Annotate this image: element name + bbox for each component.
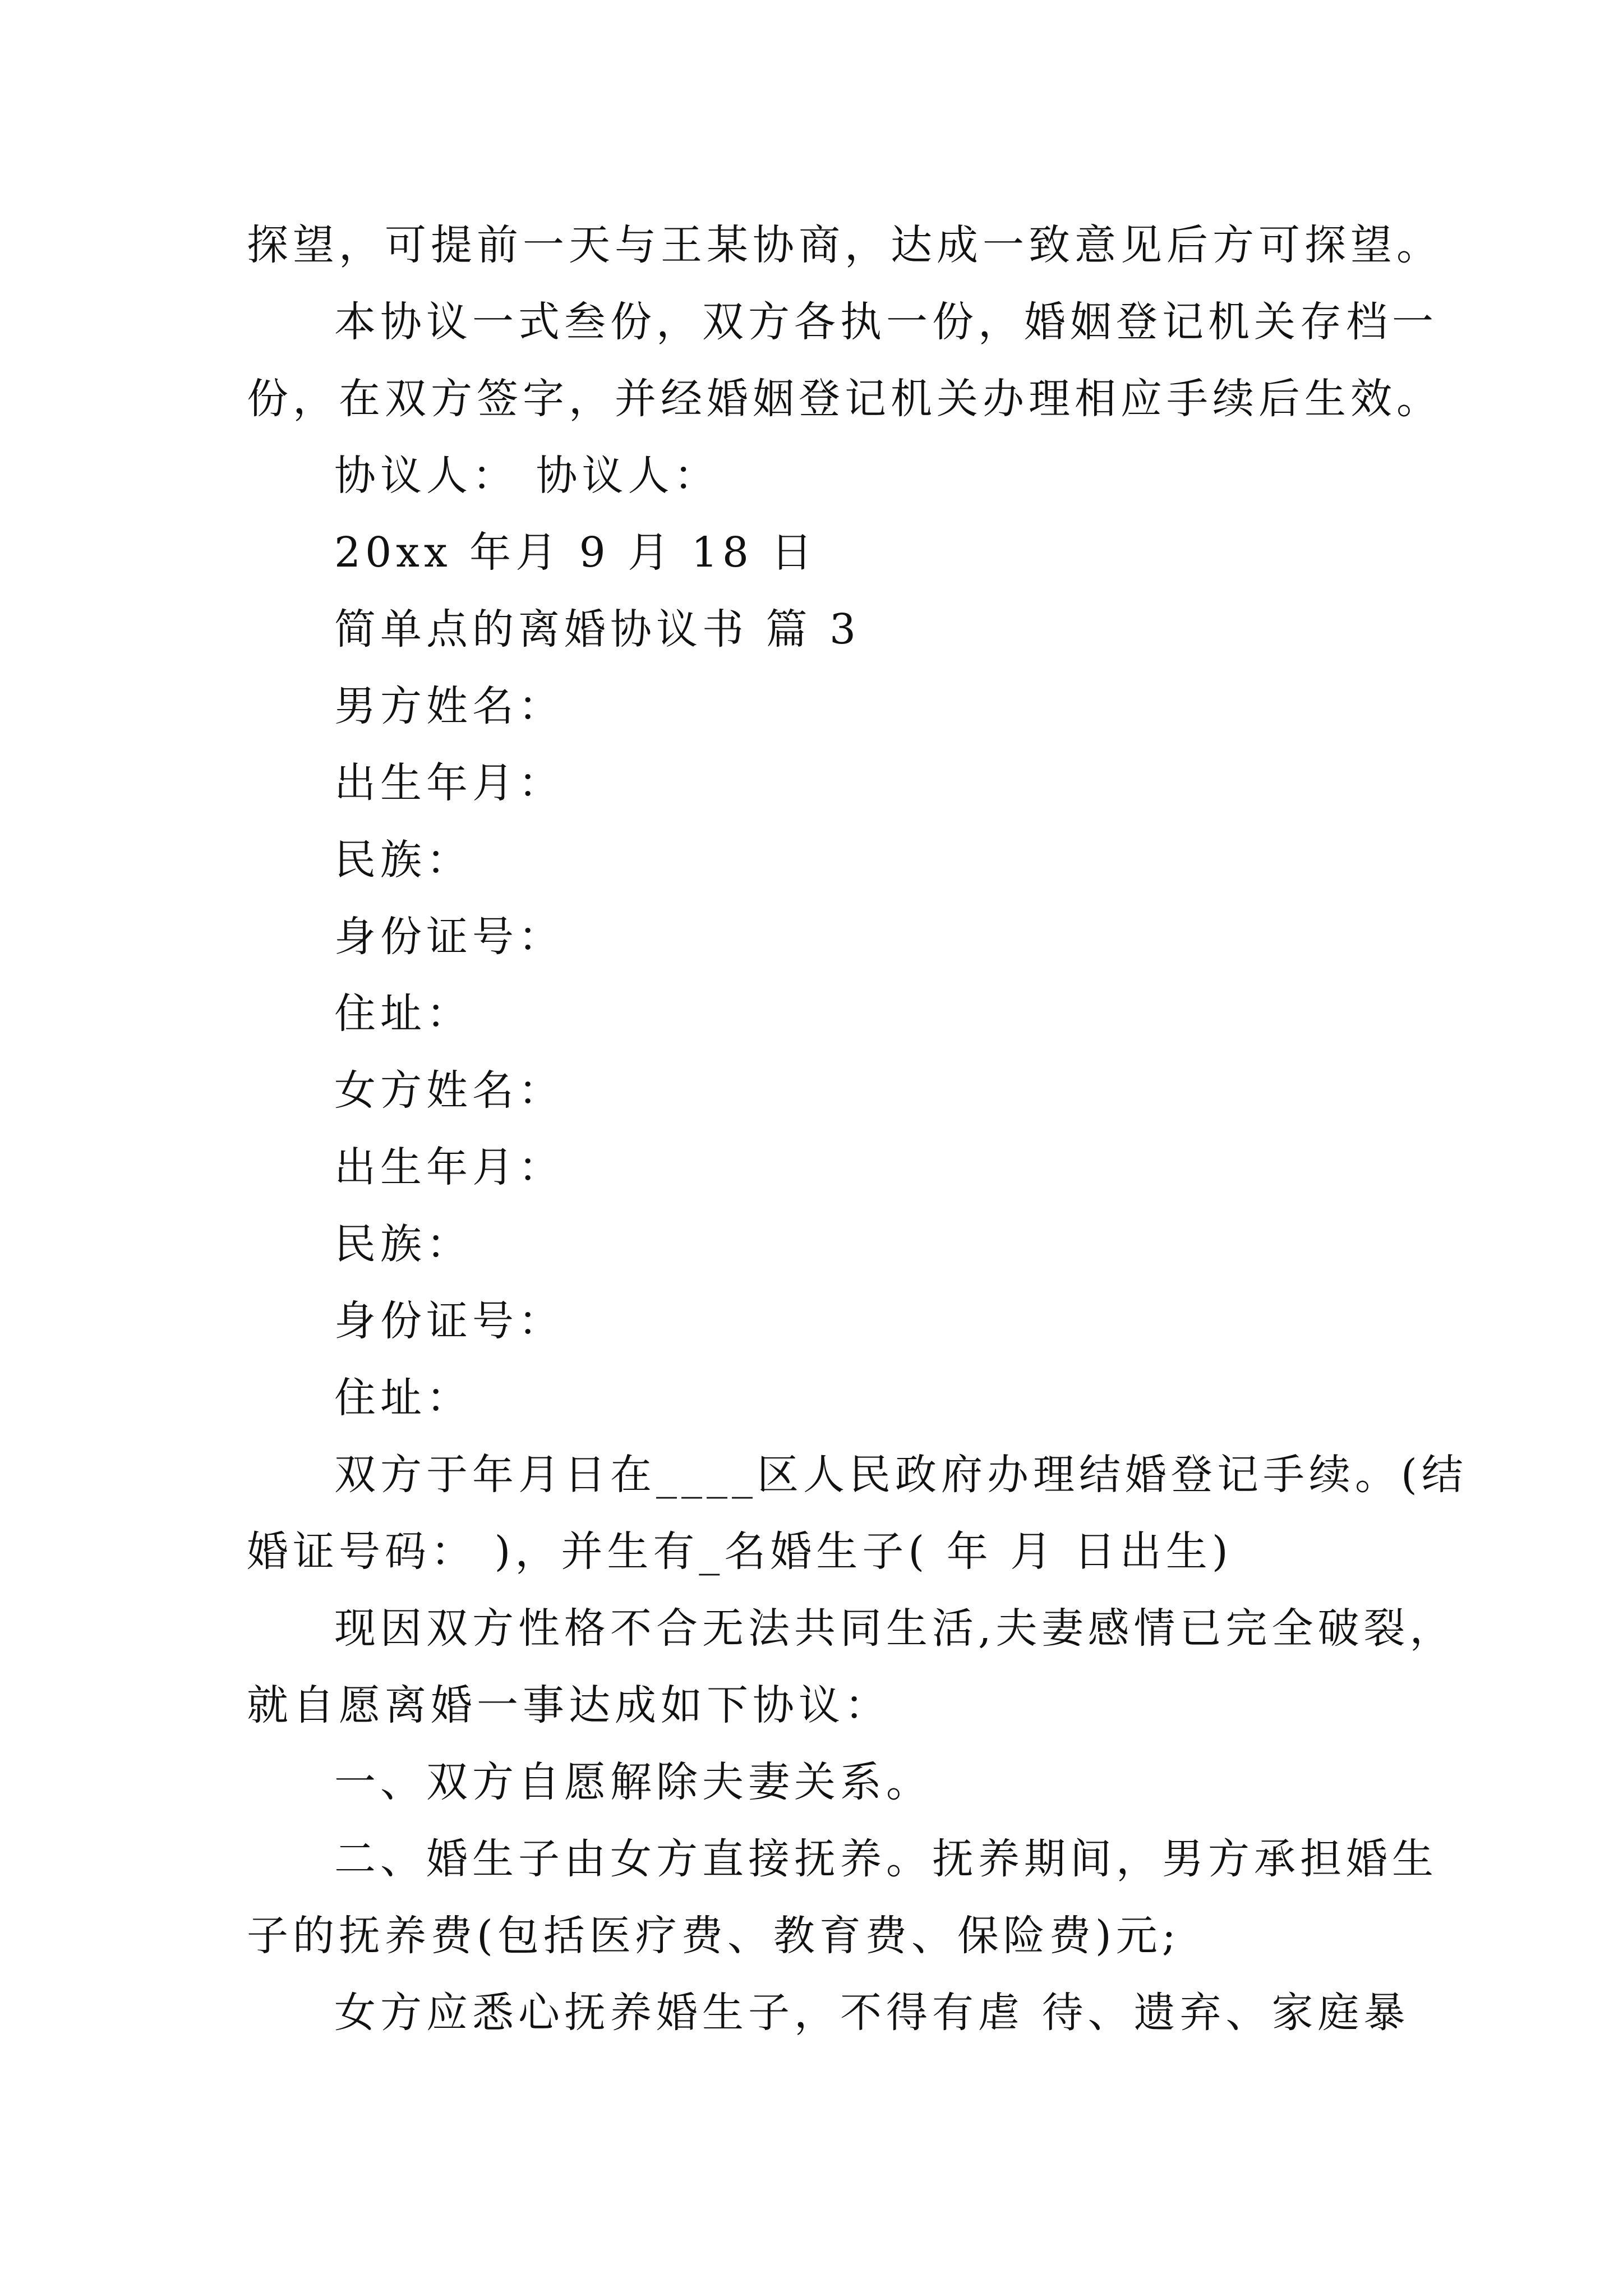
form-field-label: 出生年月： — [334, 759, 564, 807]
form-field-label: 民族： — [334, 836, 472, 884]
paragraph-line: 子的抚养费(包括医疗费、教育费、保险费)元; — [247, 1912, 1181, 1960]
form-field-label: 住址： — [334, 990, 472, 1038]
paragraph-line: 就自愿离婚一事达成如下协议： — [247, 1681, 891, 1729]
form-field-label: 身份证号： — [334, 1297, 564, 1345]
paragraph-line: 份，在双方签字，并经婚姻登记机关办理相应手续后生效。 — [247, 375, 1442, 423]
form-field-label: 住址： — [334, 1374, 472, 1422]
form-field-label: 女方姓名： — [334, 1066, 564, 1115]
paragraph-line: 一、双方自愿解除夫妻关系。 — [334, 1758, 932, 1806]
paragraph-line: 双方于年月日在____区人民政府办理结婚登记手续。(结 — [334, 1451, 1468, 1499]
paragraph-line: 本协议一式叁份，双方各执一份，婚姻登记机关存档一 — [334, 298, 1438, 346]
paragraph-line: 婚证号码： )，并生有_名婚生子( 年 月 日出生) — [247, 1527, 1233, 1576]
date-line: 20xx 年月 9 月 18 日 — [334, 528, 817, 577]
paragraph-line: 现因双方性格不合无法共同生活,夫妻感情已完全破裂， — [334, 1604, 1456, 1653]
paragraph-line: 女方应悉心抚养婚生子，不得有虐 待、遗弃、家庭暴 — [334, 1989, 1410, 2037]
signature-line: 协议人： 协议人： — [334, 452, 720, 500]
paragraph-line: 二、婚生子由女方直接抚养。抚养期间，男方承担婚生 — [334, 1835, 1438, 1883]
form-field-label: 男方姓名： — [334, 682, 564, 730]
paragraph-line: 探望，可提前一天与王某协商，达成一致意见后方可探望。 — [247, 221, 1442, 269]
form-field-label: 身份证号： — [334, 913, 564, 961]
form-field-label: 出生年月： — [334, 1143, 564, 1191]
section-title: 简单点的离婚协议书 篇 3 — [334, 605, 861, 654]
form-field-label: 民族： — [334, 1220, 472, 1268]
